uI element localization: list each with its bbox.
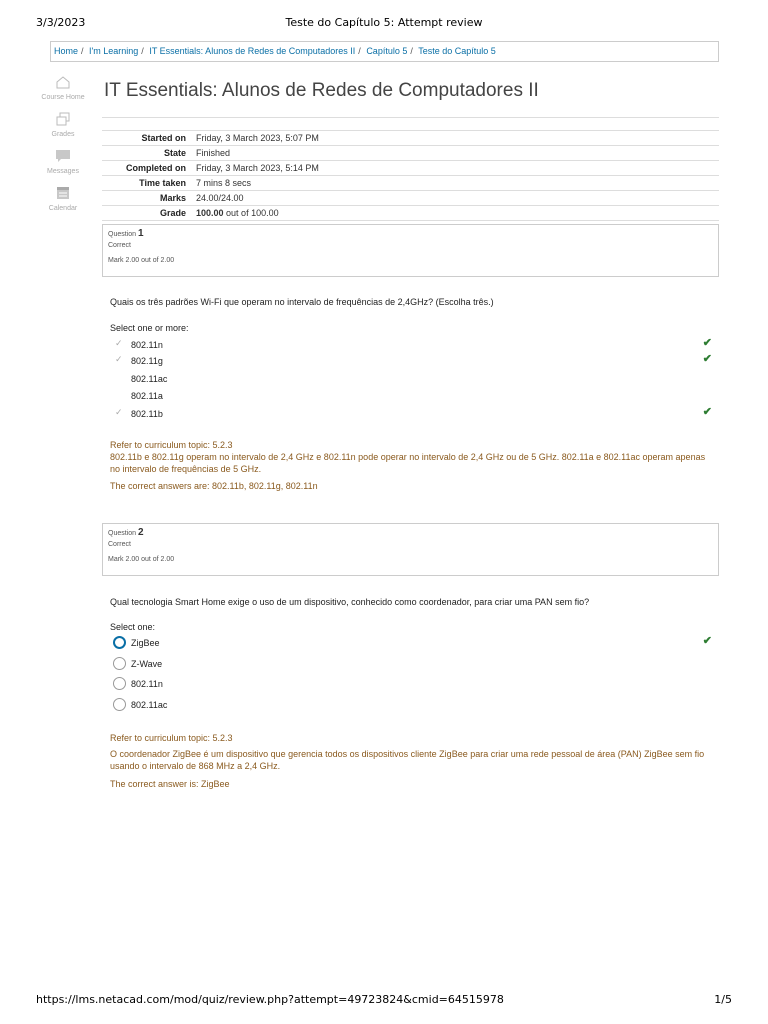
summary-value: Finished	[196, 148, 231, 158]
nav-label: Grades	[51, 131, 75, 138]
question-word: Question	[108, 231, 137, 238]
answer-option[interactable]	[112, 353, 712, 370]
question-text: Quais os três padrões Wi-Fi que operam no intervalo de frequências de 2,4GHz? (Escolha três.)	[110, 297, 494, 307]
option-label: 802.11ac	[131, 374, 168, 384]
print-header	[36, 16, 732, 32]
calendar-icon	[55, 185, 71, 201]
selected-check-icon: ✓	[115, 338, 123, 348]
answer-option[interactable]	[112, 374, 712, 388]
breadcrumb-home[interactable]: Home	[54, 46, 79, 56]
print-page-number: 1/5	[714, 993, 732, 1006]
print-title: Teste do Capítulo 5: Attempt review	[285, 16, 483, 29]
summary-value	[192, 206, 719, 221]
summary-row	[102, 146, 719, 161]
print-url: https://lms.netacad.com/mod/quiz/review.php?attempt=49723824&cmid=64515978	[36, 993, 504, 1006]
question-state: Correct	[108, 242, 131, 249]
grades-icon	[55, 111, 71, 127]
option-label: 802.11n	[131, 340, 163, 350]
nav-label: Course Home	[41, 94, 85, 101]
grade-total: out of 100.00	[226, 208, 279, 218]
correct-check-icon: ✔	[702, 337, 712, 349]
question-state: Correct	[108, 541, 131, 548]
summary-label: Grade	[159, 208, 186, 218]
answer-prompt: Select one:	[110, 622, 156, 632]
summary-row	[102, 206, 719, 221]
summary-row	[102, 191, 719, 206]
summary-value: 7 mins 8 secs	[196, 178, 252, 188]
nav-course-home[interactable]	[40, 74, 86, 103]
divider	[102, 117, 719, 118]
option-label: 802.11g	[131, 356, 163, 366]
question-text: Qual tecnologia Smart Home exige o uso de um dispositivo, conhecido como coordenador, para criar uma PAN sem fio?	[110, 597, 590, 607]
summary-label: Started on	[141, 133, 186, 143]
radio-button[interactable]	[113, 698, 126, 711]
breadcrumb-quiz[interactable]: Teste do Capítulo 5	[418, 46, 496, 56]
summary-row	[102, 131, 719, 146]
side-navigation	[40, 74, 86, 222]
answer-prompt: Select one or more:	[110, 323, 189, 333]
breadcrumb: Home / I'm Learning / IT Essentials: Alunos de Redes de Computadores II / Capítulo 5 / Teste do Capítulo 5	[50, 41, 719, 62]
breadcrumb-course[interactable]: IT Essentials: Alunos de Redes de Computadores II	[149, 46, 356, 56]
option-label: 802.11n	[131, 679, 163, 689]
messages-icon	[55, 148, 71, 164]
radio-option[interactable]	[112, 659, 712, 673]
page-title: IT Essentials: Alunos de Redes de Computadores II	[104, 80, 539, 101]
question-word: Question	[108, 530, 137, 537]
feedback-explanation: 802.11b e 802.11g operam no intervalo de 2,4 GHz e 802.11n pode operar no intervalo de 2,4 GHz ou de 5 GHz. 802.11a e 802.11ac operam apenas no intervalo de frequências de 5 GHz.	[110, 452, 706, 474]
breadcrumb-learning[interactable]: I'm Learning	[89, 46, 139, 56]
correct-check-icon: ✔	[702, 406, 712, 418]
selected-check-icon: ✓	[115, 407, 123, 417]
summary-label: State	[163, 148, 186, 158]
answer-option[interactable]	[112, 406, 712, 423]
question-number	[108, 527, 713, 538]
print-footer	[36, 993, 732, 1009]
summary-value: 24.00/24.00	[196, 193, 244, 203]
question-number	[108, 228, 713, 239]
nav-calendar[interactable]	[40, 185, 86, 214]
summary-row	[102, 176, 719, 191]
radio-option[interactable]	[112, 679, 712, 693]
home-icon	[55, 74, 71, 90]
feedback-correct-answer: The correct answers are: 802.11b, 802.11g, 802.11n	[110, 481, 318, 491]
breadcrumb-chapter[interactable]: Capítulo 5	[366, 46, 408, 56]
question-number-value: 1	[137, 228, 144, 239]
grade-value: 100.00	[196, 208, 224, 218]
answer-option[interactable]	[112, 337, 712, 354]
option-label: Z-Wave	[131, 659, 163, 669]
summary-label: Completed on	[126, 163, 186, 173]
option-label: 802.11b	[131, 409, 163, 419]
radio-button[interactable]	[113, 657, 126, 670]
feedback-topic: Refer to curriculum topic: 5.2.3	[110, 733, 233, 743]
question-info-2	[102, 523, 719, 576]
nav-messages[interactable]	[40, 148, 86, 177]
feedback-topic: Refer to curriculum topic: 5.2.3	[110, 440, 233, 450]
nav-label: Messages	[47, 168, 79, 175]
nav-grades[interactable]	[40, 111, 86, 140]
radio-button[interactable]	[113, 677, 126, 690]
correct-check-icon: ✔	[702, 635, 712, 647]
option-label: 802.11a	[131, 391, 163, 401]
option-label: ZigBee	[131, 638, 160, 648]
selected-check-icon: ✓	[115, 354, 123, 364]
radio-option[interactable]	[112, 635, 712, 652]
correct-check-icon: ✔	[702, 353, 712, 365]
attempt-summary-table	[102, 130, 719, 221]
question-mark: Mark 2.00 out of 2.00	[108, 556, 175, 563]
summary-label: Marks	[159, 193, 186, 203]
feedback-explanation: O coordenador ZigBee é um dispositivo que gerencia todos os dispositivos cliente ZigBee para criar uma rede pessoal de área (PAN) ZigBee sem fio usando o intervalo de 868 MHz a 2,4 GHz.	[110, 749, 705, 771]
option-label: 802.11ac	[131, 700, 168, 710]
question-mark: Mark 2.00 out of 2.00	[108, 257, 175, 264]
print-date: 3/3/2023	[36, 16, 86, 29]
summary-value: Friday, 3 March 2023, 5:14 PM	[196, 163, 319, 173]
nav-label: Calendar	[48, 205, 78, 212]
summary-value: Friday, 3 March 2023, 5:07 PM	[196, 133, 319, 143]
question-info-1	[102, 224, 719, 277]
radio-option[interactable]	[112, 700, 712, 714]
question-number-value: 2	[137, 527, 144, 538]
summary-label: Time taken	[139, 178, 186, 188]
answer-option[interactable]	[112, 391, 712, 405]
radio-button[interactable]	[113, 636, 126, 649]
feedback-correct-answer: The correct answer is: ZigBee	[110, 779, 230, 789]
summary-row	[102, 161, 719, 176]
